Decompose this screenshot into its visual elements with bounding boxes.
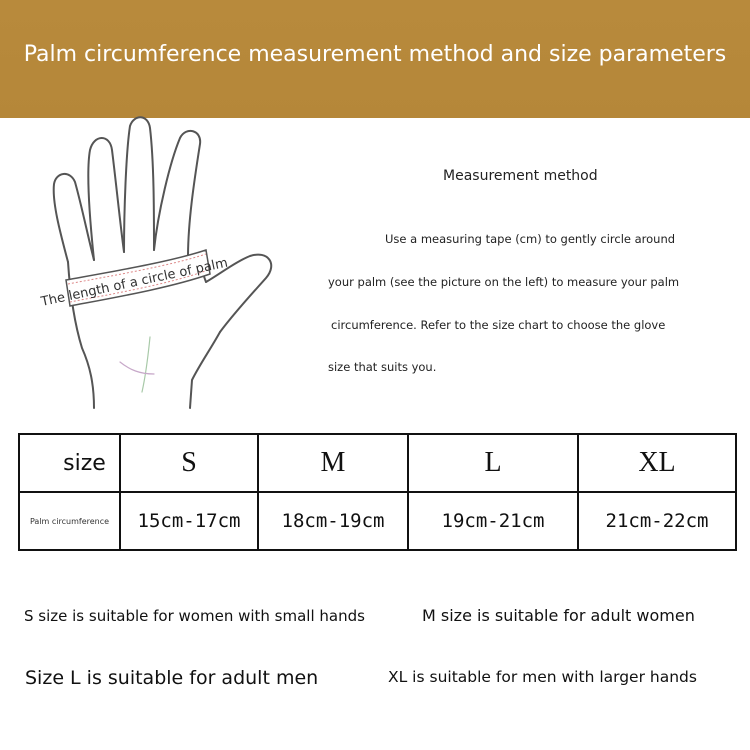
method-line: Use a measuring tape (cm) to gently circle around: [385, 232, 676, 246]
size-l: L: [408, 434, 578, 492]
method-title: Measurement method: [443, 168, 598, 184]
note-xl: XL is suitable for men with larger hands: [388, 668, 697, 686]
range-xl: 21cm-22cm: [578, 492, 736, 550]
header-banner: [0, 0, 750, 118]
size-header-label: size: [19, 434, 120, 492]
range-m: 18cm-19cm: [258, 492, 408, 550]
page-title: Palm circumference measurement method and size parameters: [23, 42, 727, 67]
method-line: circumference. Refer to the size chart to choose the glove: [331, 318, 666, 332]
note-s: S size is suitable for women with small hands: [24, 607, 365, 625]
range-s: 15cm-17cm: [120, 492, 258, 550]
row-label: Palm circumference: [19, 492, 120, 550]
table-row: [19, 492, 736, 550]
method-line: your palm (see the picture on the left) to measure your palm: [328, 275, 680, 289]
size-m: M: [258, 434, 408, 492]
method-line: size that suits you.: [328, 360, 437, 374]
size-s: S: [120, 434, 258, 492]
note-l: Size L is suitable for adult men: [25, 667, 319, 689]
note-m: M size is suitable for adult women: [422, 606, 695, 625]
size-table: [18, 433, 737, 551]
band-caption: The length of a circle of palm: [39, 255, 230, 310]
hand-outline-icon: [30, 112, 290, 412]
size-xl: XL: [578, 434, 736, 492]
table-row: [19, 434, 736, 492]
range-l: 19cm-21cm: [408, 492, 578, 550]
